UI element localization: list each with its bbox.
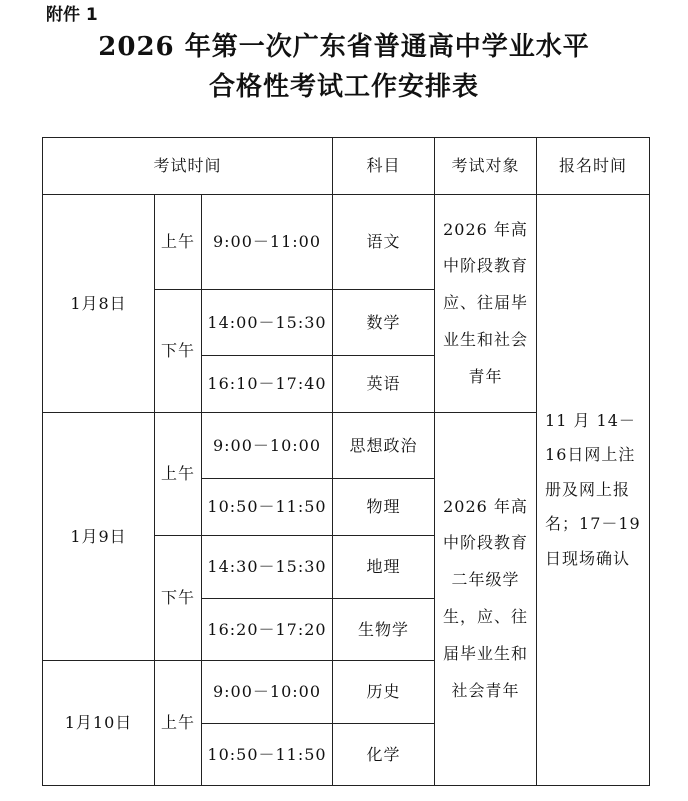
subject-cell: 语文 <box>333 195 435 290</box>
time-cell: 9:00－10:00 <box>202 661 333 724</box>
subject-cell: 化学 <box>333 724 435 786</box>
header-row <box>43 138 650 195</box>
time-cell: 9:00－11:00 <box>202 195 333 290</box>
subject-cell: 生物学 <box>333 599 435 661</box>
header-exam-time: 考试时间 <box>43 138 333 195</box>
time-cell: 16:10－17:40 <box>202 356 333 413</box>
subject-cell: 英语 <box>333 356 435 413</box>
period-cell: 上午 <box>155 661 202 786</box>
time-cell: 9:00－10:00 <box>202 413 333 479</box>
target-cell-2: 2026 年高中阶段教育二年级学生，应、往届毕业生和社会青年 <box>435 413 537 786</box>
date-cell: 1月10日 <box>43 661 155 786</box>
subject-cell: 地理 <box>333 536 435 599</box>
schedule-table <box>42 137 650 786</box>
time-cell: 14:30－15:30 <box>202 536 333 599</box>
date-cell: 1月9日 <box>43 413 155 661</box>
header-subject: 科目 <box>333 138 435 195</box>
subject-cell: 思想政治 <box>333 413 435 479</box>
date-cell: 1月8日 <box>43 195 155 413</box>
registration-cell: 11 月 14－16日网上注册及网上报名；17－19日现场确认 <box>537 195 650 786</box>
attachment-label: 附件 1 <box>46 5 98 25</box>
period-cell: 上午 <box>155 195 202 290</box>
period-cell: 上午 <box>155 413 202 536</box>
subject-cell: 数学 <box>333 290 435 356</box>
period-cell: 下午 <box>155 290 202 413</box>
time-cell: 16:20－17:20 <box>202 599 333 661</box>
target-cell-1: 2026 年高中阶段教育应、往届毕业生和社会青年 <box>435 195 537 413</box>
subject-cell: 物理 <box>333 479 435 536</box>
time-cell: 10:50－11:50 <box>202 724 333 786</box>
page-title-line1: 2026 年第一次广东省普通高中学业水平 <box>98 32 590 62</box>
period-cell: 下午 <box>155 536 202 661</box>
header-target: 考试对象 <box>435 138 537 195</box>
table-row <box>43 195 650 290</box>
page-title-line2: 合格性考试工作安排表 <box>208 72 479 102</box>
time-cell: 14:00－15:30 <box>202 290 333 356</box>
subject-cell: 历史 <box>333 661 435 724</box>
header-registration: 报名时间 <box>537 138 650 195</box>
time-cell: 10:50－11:50 <box>202 479 333 536</box>
